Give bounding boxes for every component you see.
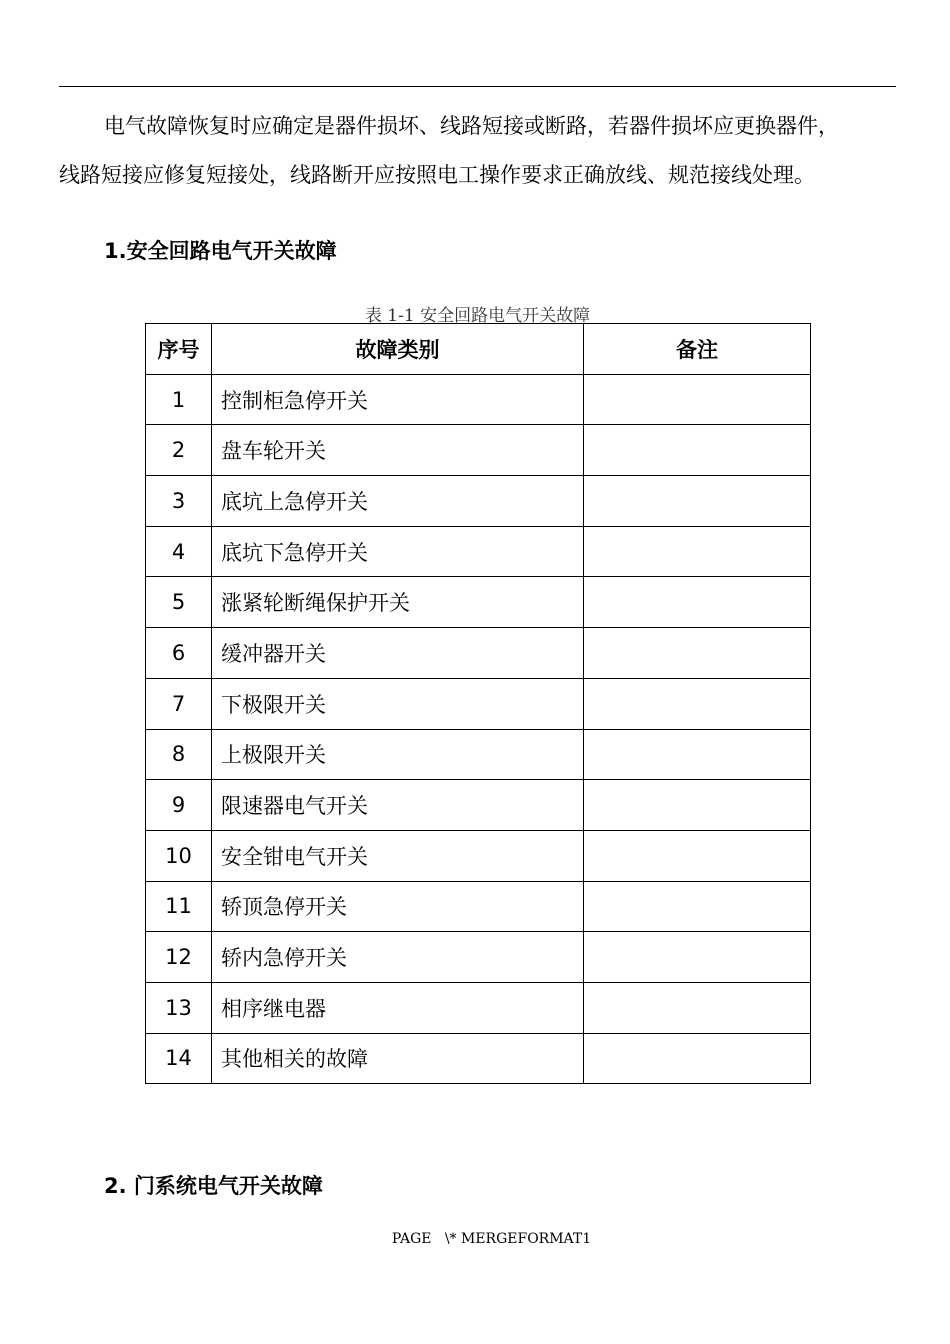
row-note bbox=[584, 881, 811, 932]
section-2-heading: 2. 门系统电气开关故障 bbox=[104, 1174, 323, 1198]
row-note bbox=[584, 476, 811, 527]
row-no: 3 bbox=[146, 476, 212, 527]
row-fault-type: 相序继电器 bbox=[212, 982, 584, 1033]
table-caption: 表 1-1 安全回路电气开关故障 bbox=[364, 306, 591, 326]
row-no: 14 bbox=[146, 1033, 212, 1084]
row-no: 10 bbox=[146, 830, 212, 881]
row-note bbox=[584, 729, 811, 780]
row-fault-type: 底坑上急停开关 bbox=[212, 476, 584, 527]
table-row bbox=[146, 982, 811, 1033]
header-no: 序号 bbox=[146, 324, 212, 375]
row-note bbox=[584, 628, 811, 679]
header-note: 备注 bbox=[584, 324, 811, 375]
row-note bbox=[584, 374, 811, 425]
row-no: 6 bbox=[146, 628, 212, 679]
row-fault-type: 限速器电气开关 bbox=[212, 780, 584, 831]
row-fault-type: 安全钳电气开关 bbox=[212, 830, 584, 881]
row-note bbox=[584, 678, 811, 729]
row-note bbox=[584, 1033, 811, 1084]
table-header-row bbox=[146, 324, 811, 375]
row-note bbox=[584, 830, 811, 881]
table-row bbox=[146, 780, 811, 831]
row-note bbox=[584, 526, 811, 577]
row-note bbox=[584, 932, 811, 983]
row-no: 4 bbox=[146, 526, 212, 577]
row-no: 13 bbox=[146, 982, 212, 1033]
intro-paragraph-line-1: 电气故障恢复时应确定是器件损坏、线路短接或断路，若器件损坏应更换器件， bbox=[104, 114, 839, 138]
row-note bbox=[584, 577, 811, 628]
header-fault-type: 故障类别 bbox=[212, 324, 584, 375]
row-fault-type: 控制柜急停开关 bbox=[212, 374, 584, 425]
header-rule bbox=[59, 86, 896, 87]
table-row bbox=[146, 476, 811, 527]
row-note bbox=[584, 780, 811, 831]
page-footer: PAGE \* MERGEFORMAT1 bbox=[391, 1231, 592, 1247]
fault-table bbox=[145, 323, 811, 1084]
table-row bbox=[146, 526, 811, 577]
row-fault-type: 盘车轮开关 bbox=[212, 425, 584, 476]
row-fault-type: 缓冲器开关 bbox=[212, 628, 584, 679]
table-row bbox=[146, 881, 811, 932]
table-row bbox=[146, 628, 811, 679]
row-fault-type: 底坑下急停开关 bbox=[212, 526, 584, 577]
intro-paragraph-line-2: 线路短接应修复短接处，线路断开应按照电工操作要求正确放线、规范接线处理。 bbox=[59, 163, 815, 187]
table-row bbox=[146, 729, 811, 780]
row-no: 11 bbox=[146, 881, 212, 932]
row-note bbox=[584, 982, 811, 1033]
row-no: 9 bbox=[146, 780, 212, 831]
row-note bbox=[584, 425, 811, 476]
row-fault-type: 下极限开关 bbox=[212, 678, 584, 729]
row-no: 2 bbox=[146, 425, 212, 476]
intro-paragraph bbox=[59, 102, 896, 200]
table-row bbox=[146, 932, 811, 983]
row-no: 5 bbox=[146, 577, 212, 628]
table-row bbox=[146, 830, 811, 881]
table-row bbox=[146, 374, 811, 425]
table-row bbox=[146, 577, 811, 628]
row-fault-type: 轿内急停开关 bbox=[212, 932, 584, 983]
table-row bbox=[146, 425, 811, 476]
row-fault-type: 上极限开关 bbox=[212, 729, 584, 780]
table-row bbox=[146, 1033, 811, 1084]
section-1-heading: 1.安全回路电气开关故障 bbox=[104, 239, 337, 263]
row-fault-type: 其他相关的故障 bbox=[212, 1033, 584, 1084]
table-row bbox=[146, 678, 811, 729]
row-no: 8 bbox=[146, 729, 212, 780]
row-fault-type: 轿顶急停开关 bbox=[212, 881, 584, 932]
row-no: 7 bbox=[146, 678, 212, 729]
row-no: 1 bbox=[146, 374, 212, 425]
row-fault-type: 涨紧轮断绳保护开关 bbox=[212, 577, 584, 628]
row-no: 12 bbox=[146, 932, 212, 983]
